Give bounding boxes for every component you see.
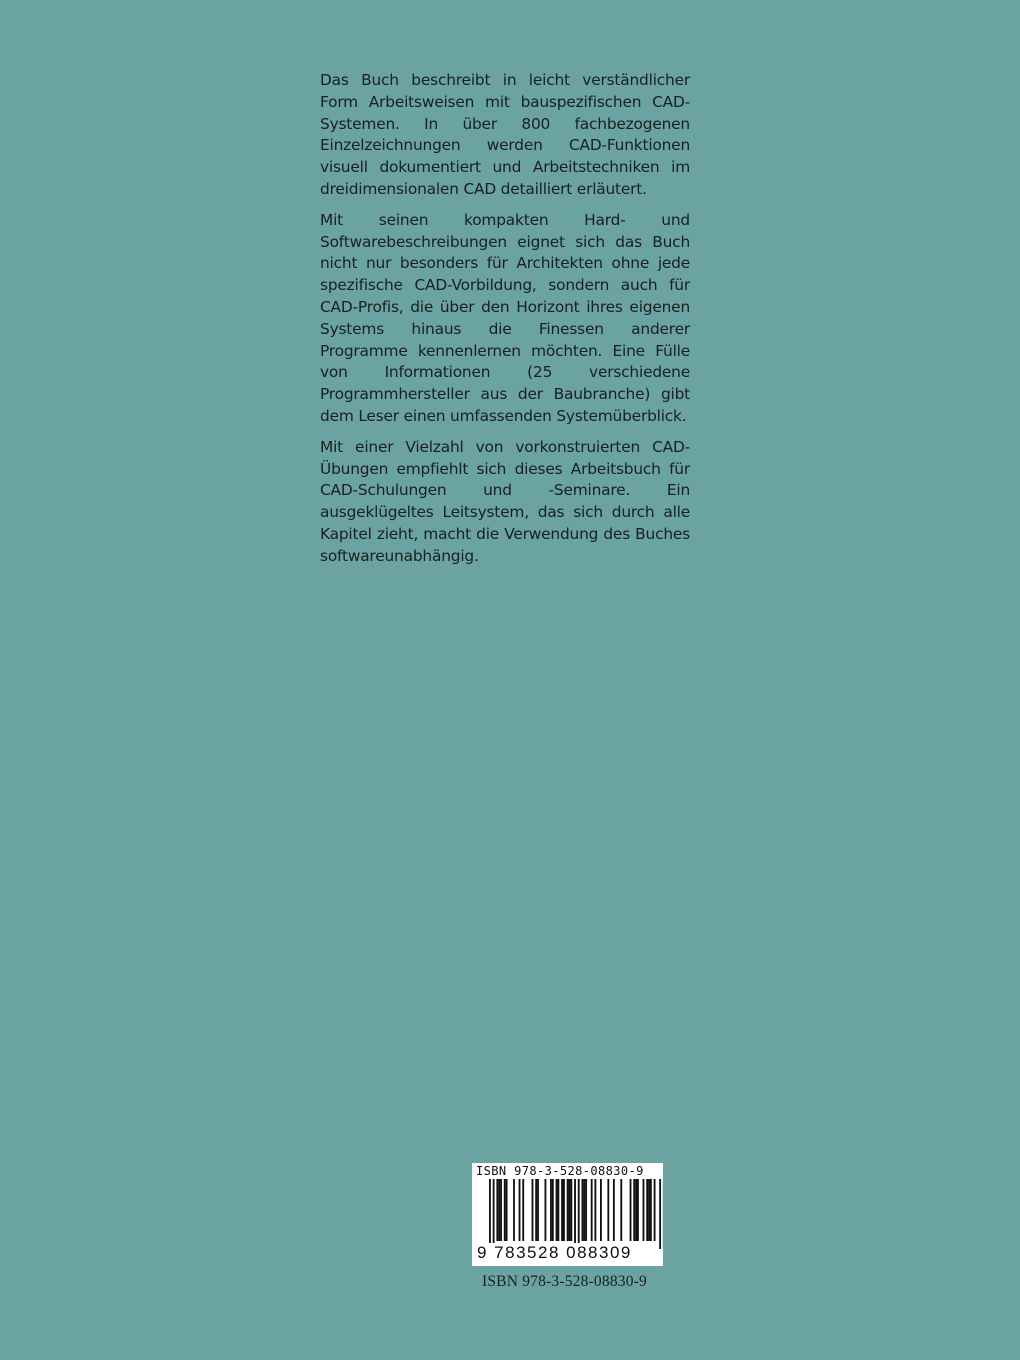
blurb-text [320, 70, 690, 577]
barcode-bar [556, 1179, 558, 1241]
barcode-bar [537, 1179, 539, 1241]
barcode-bar [585, 1179, 587, 1241]
barcode-isbn-label: ISBN 978-3-528-08830-9 [476, 1164, 644, 1178]
barcode-bar [594, 1179, 596, 1241]
blurb-paragraph-3: Mit einer Vielzahl von vorkonstruierten CAD-Übungen empfiehlt sich dieses Arbeitsbuch für CAD-Schulungen und -Seminare. Ein ausgeklügeltes Leitsystem, das sich durch alle Kapitel zieht, macht die Verwendung des Buches softwareunabhängig. [320, 437, 690, 565]
barcode-bar [620, 1179, 622, 1241]
barcode-bar [574, 1179, 576, 1249]
barcode-bar [519, 1179, 521, 1241]
barcode-bar [500, 1179, 502, 1241]
barcode-bar [578, 1179, 580, 1249]
barcode-bar [569, 1179, 571, 1241]
barcode-bar [563, 1179, 565, 1241]
barcode-bar [489, 1179, 491, 1249]
barcode-bar [646, 1179, 648, 1241]
blurb-paragraph-2: Mit seinen kompakten Hard- und Softwarebeschreibungen eignet sich das Buch nicht nur besonders für Architekten ohne jede spezifische CAD-Vorbildung, sondern auch für CAD-Profis, die über den Horizont ihres eigenen Systems hinaus die Finessen anderer Programme kennenlernen möchten. Eine Fülle von Informationen (25 verschiedene Programmhersteller aus der Baubranche) gibt dem Leser einen umfassenden Systemüberblick. [320, 210, 690, 425]
barcode-bar [513, 1179, 515, 1241]
barcode-bar [650, 1179, 652, 1241]
barcode-digits: 9 783528 088309 [477, 1243, 632, 1262]
barcode-bar [567, 1179, 569, 1241]
barcode-bar [557, 1179, 559, 1241]
barcode-bar [600, 1179, 602, 1241]
barcode-bar [498, 1179, 500, 1241]
barcode-bar [648, 1179, 650, 1241]
barcode-bar [630, 1179, 632, 1241]
barcode-bars [472, 1179, 663, 1251]
isbn-number: ISBN 978-3-528-08830-9 [482, 1273, 647, 1290]
barcode-bar [643, 1179, 645, 1241]
barcode-bar [506, 1179, 508, 1241]
barcode-bar [654, 1179, 656, 1241]
barcode-bar [635, 1179, 637, 1241]
barcode-bar [659, 1179, 661, 1249]
barcode-bar [522, 1179, 524, 1241]
barcode-bar [550, 1179, 552, 1241]
isbn-barcode [472, 1163, 663, 1266]
barcode-bar [607, 1179, 609, 1241]
barcode-bar [633, 1179, 635, 1241]
barcode-bar [570, 1179, 572, 1241]
barcode-bar [582, 1179, 584, 1241]
blurb-paragraph-1: Das Buch beschreibt in leicht verständlicher Form Arbeitsweisen mit bauspezifischen CAD-Systemen. In über 800 fachbezogenen Einzelzeichnungen werden CAD-Funktionen visuell dokumentiert und Arbeitstechniken im dreidimensionalen CAD detailliert erläutert. [320, 71, 690, 198]
barcode-bar [504, 1179, 506, 1241]
barcode-bar [535, 1179, 537, 1241]
barcode-bar [532, 1179, 534, 1241]
barcode-bar [583, 1179, 585, 1241]
barcode-bar [591, 1179, 593, 1241]
barcode-bar [637, 1179, 639, 1241]
barcode-bar [545, 1179, 547, 1241]
barcode-bar [493, 1179, 495, 1249]
barcode-bar [552, 1179, 554, 1241]
barcode-bar [561, 1179, 563, 1241]
barcode-bar [496, 1179, 498, 1241]
barcode-bar [613, 1179, 615, 1241]
